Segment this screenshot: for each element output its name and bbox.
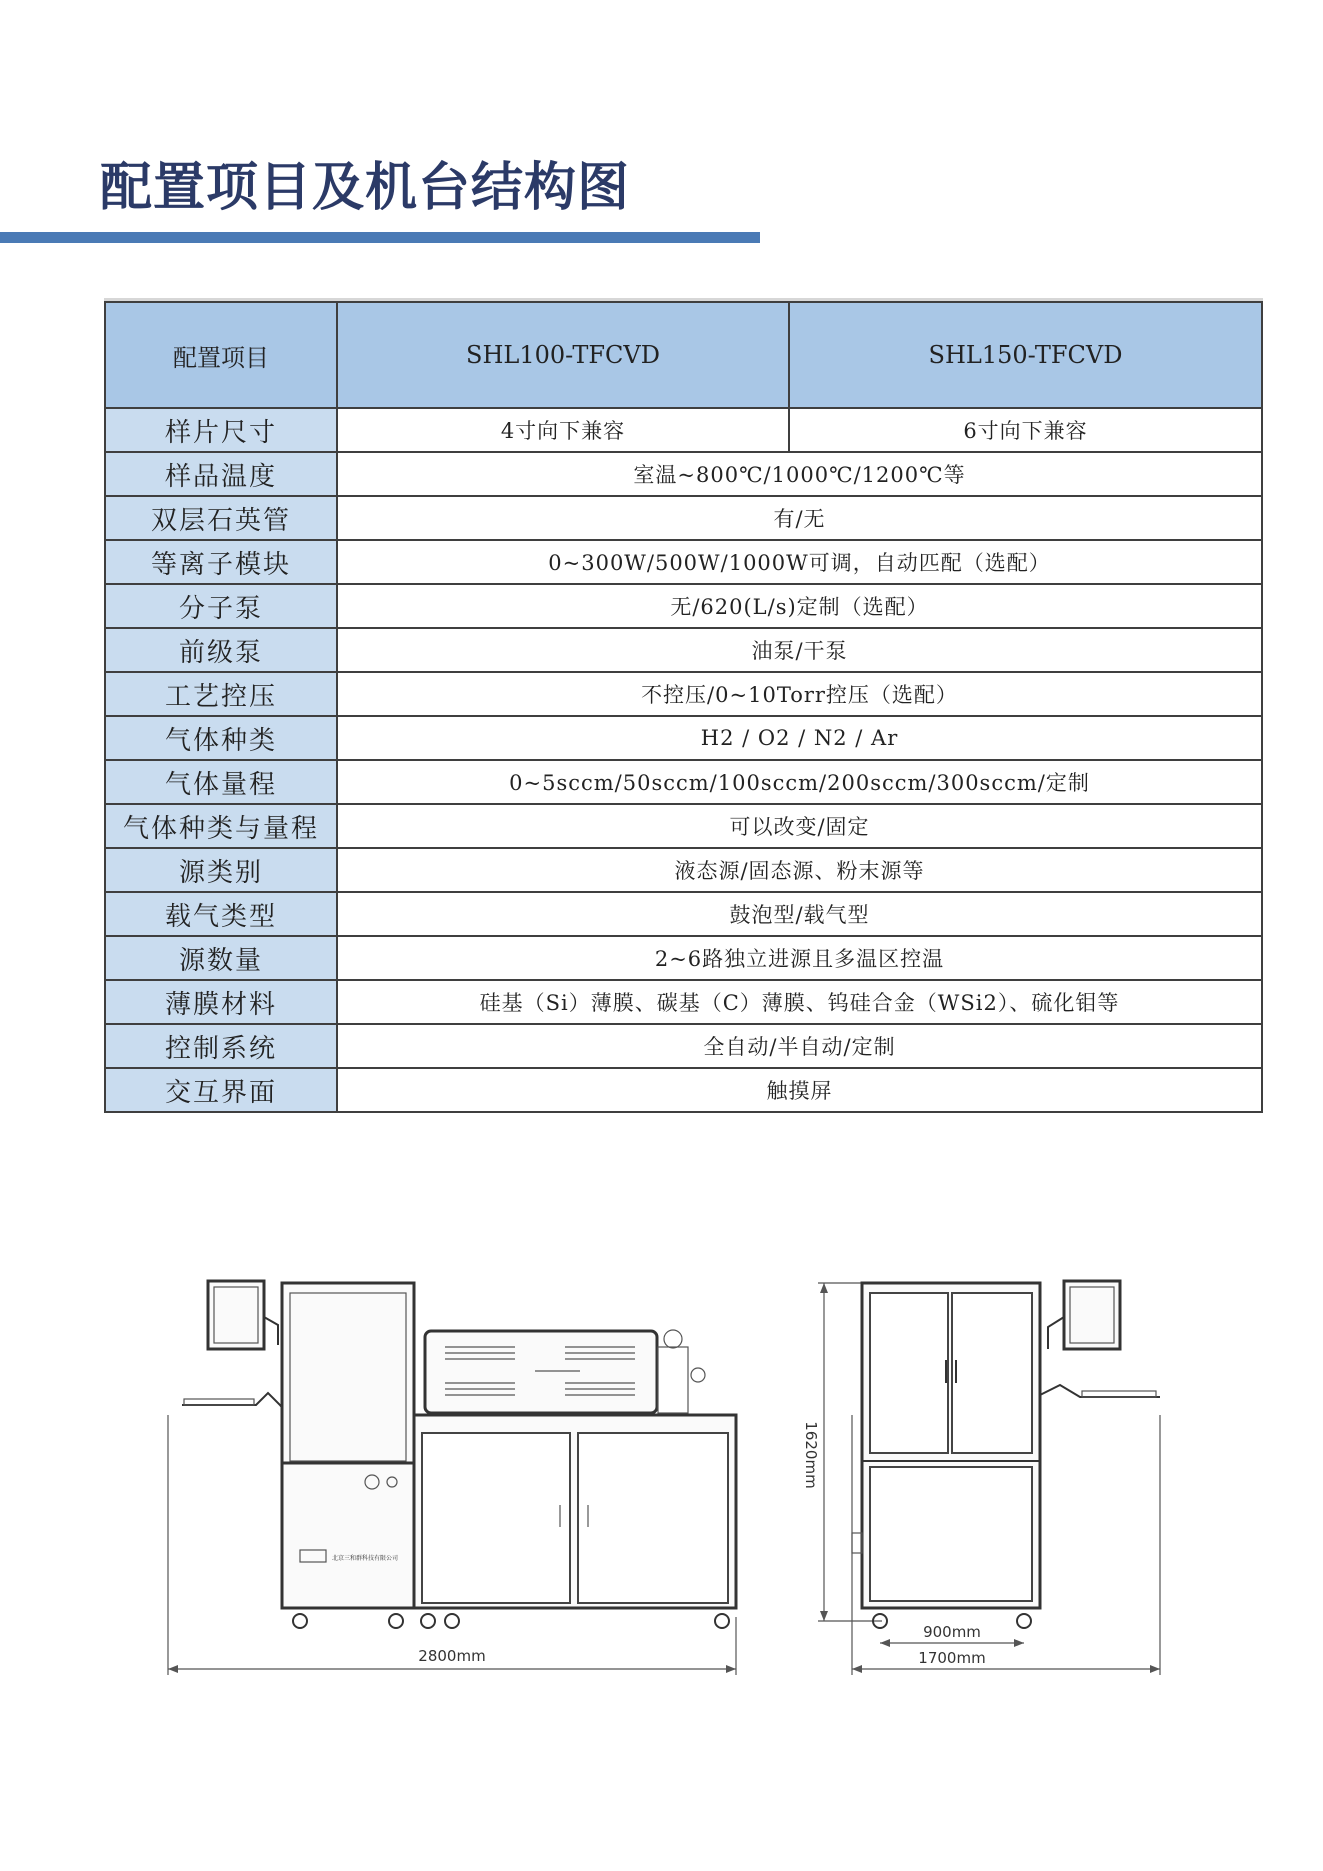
row-label: 等离子模块 <box>105 540 337 584</box>
row-label: 双层石英管 <box>105 496 337 540</box>
row-label: 交互界面 <box>105 1068 337 1112</box>
row-value: 鼓泡型/载气型 <box>337 892 1262 936</box>
table-row <box>105 848 1262 892</box>
row-value: 0~300W/500W/1000W可调，自动匹配（选配） <box>337 540 1262 584</box>
row-value: H2 / O2 / N2 / Ar <box>337 716 1262 760</box>
row-label: 载气类型 <box>105 892 337 936</box>
row-value: 全自动/半自动/定制 <box>337 1024 1262 1068</box>
table-row <box>105 672 1262 716</box>
front-view-drawing <box>168 1281 736 1675</box>
row-value-model-a: 4寸向下兼容 <box>337 408 789 452</box>
machine-drawings <box>160 1265 1220 1695</box>
row-value: 硅基（Si）薄膜、碳基（C）薄膜、钨硅合金（WSi2）、硫化钼等 <box>337 980 1262 1024</box>
row-value: 触摸屏 <box>337 1068 1262 1112</box>
row-label: 样品温度 <box>105 452 337 496</box>
header-model-a: SHL100-TFCVD <box>337 302 789 408</box>
row-value: 液态源/固态源、粉末源等 <box>337 848 1262 892</box>
row-label: 薄膜材料 <box>105 980 337 1024</box>
row-label: 源类别 <box>105 848 337 892</box>
row-value: 室温~800℃/1000℃/1200℃等 <box>337 452 1262 496</box>
table-row <box>105 980 1262 1024</box>
row-label: 工艺控压 <box>105 672 337 716</box>
table-row <box>105 1024 1262 1068</box>
table-row <box>105 496 1262 540</box>
page-title: 配置项目及机台结构图 <box>100 158 631 218</box>
row-label: 气体量程 <box>105 760 337 804</box>
row-label: 控制系统 <box>105 1024 337 1068</box>
row-label: 分子泵 <box>105 584 337 628</box>
row-value: 不控压/0~10Torr控压（选配） <box>337 672 1262 716</box>
front-width-dimension: 2800mm <box>418 1647 486 1665</box>
table-row <box>105 408 1262 452</box>
title-underline-bar <box>0 232 760 243</box>
table-row <box>105 892 1262 936</box>
monitor-icon <box>208 1281 264 1349</box>
tube-furnace-icon <box>425 1331 657 1413</box>
row-value: 无/620(L/s)定制（选配） <box>337 584 1262 628</box>
tall-cabinet-icon <box>282 1283 414 1463</box>
table-row <box>105 1068 1262 1112</box>
header-model-b: SHL150-TFCVD <box>789 302 1262 408</box>
row-value: 0~5sccm/50sccm/100sccm/200sccm/300sccm/定制 <box>337 760 1262 804</box>
side-view-drawing <box>802 1281 1160 1675</box>
header-config-item: 配置项目 <box>105 302 337 408</box>
table-row <box>105 584 1262 628</box>
side-monitor-icon <box>1064 1281 1120 1349</box>
table-header-row <box>105 302 1262 408</box>
machine-structure-drawing <box>160 1265 1220 1695</box>
row-value: 有/无 <box>337 496 1262 540</box>
row-label: 源数量 <box>105 936 337 980</box>
table-row <box>105 804 1262 848</box>
row-value: 可以改变/固定 <box>337 804 1262 848</box>
table-row <box>105 628 1262 672</box>
side-height-dimension: 1620mm <box>802 1421 820 1489</box>
table-row <box>105 936 1262 980</box>
config-spec-table <box>104 301 1263 1113</box>
company-logo-text: 北京三和群科技有限公司 <box>332 1555 399 1562</box>
table-row <box>105 452 1262 496</box>
table-row <box>105 540 1262 584</box>
side-inner-width-dimension: 900mm <box>923 1623 981 1641</box>
side-width-dimension: 1700mm <box>918 1649 986 1667</box>
row-label: 样片尺寸 <box>105 408 337 452</box>
row-label: 气体种类与量程 <box>105 804 337 848</box>
row-label: 气体种类 <box>105 716 337 760</box>
row-label: 前级泵 <box>105 628 337 672</box>
row-value: 油泵/干泵 <box>337 628 1262 672</box>
table-row <box>105 760 1262 804</box>
row-value: 2~6路独立进源且多温区控温 <box>337 936 1262 980</box>
row-value-model-b: 6寸向下兼容 <box>789 408 1262 452</box>
table-row <box>105 716 1262 760</box>
